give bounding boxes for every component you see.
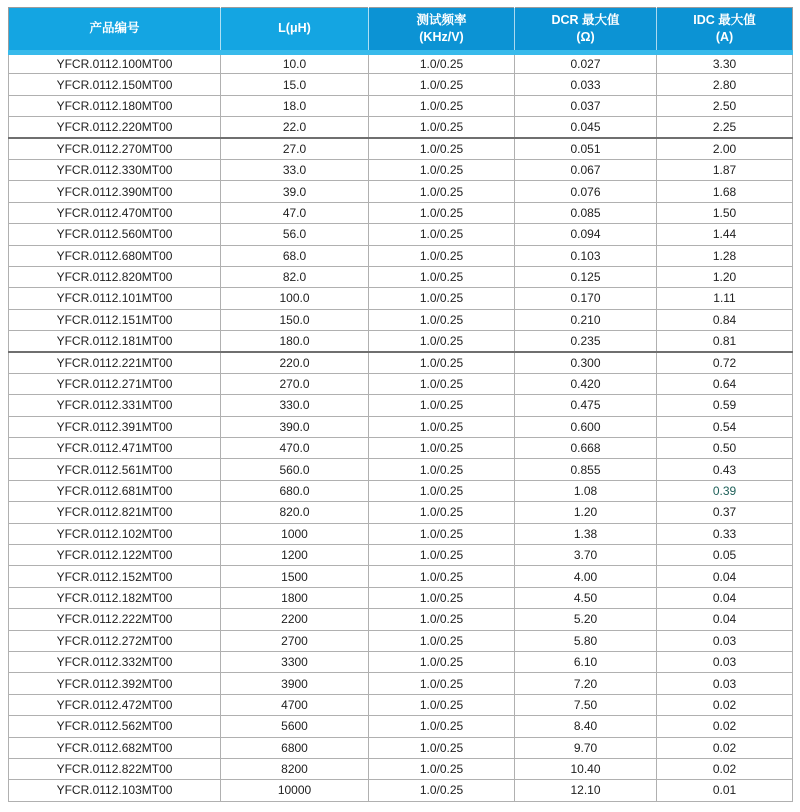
cell-idc-max: 0.03 <box>657 651 793 672</box>
cell-part-number: YFCR.0112.330MT00 <box>9 159 221 180</box>
cell-part-number: YFCR.0112.220MT00 <box>9 117 221 138</box>
cell-inductance: 39.0 <box>221 181 369 202</box>
table-row <box>9 159 793 180</box>
cell-idc-max: 0.33 <box>657 523 793 544</box>
cell-inductance: 560.0 <box>221 459 369 480</box>
cell-dcr-max: 0.420 <box>515 373 657 394</box>
cell-idc-max: 1.20 <box>657 266 793 287</box>
column-header-label: DCR 最大值 <box>551 12 620 27</box>
cell-test-frequency: 1.0/0.25 <box>369 95 515 116</box>
cell-test-frequency: 1.0/0.25 <box>369 117 515 138</box>
table-row <box>9 780 793 801</box>
cell-dcr-max: 7.50 <box>515 694 657 715</box>
column-header-label: L(μH) <box>278 21 311 36</box>
cell-part-number: YFCR.0112.471MT00 <box>9 438 221 459</box>
cell-inductance: 330.0 <box>221 395 369 416</box>
column-header-inductance <box>221 8 369 53</box>
product-spec-table <box>8 7 793 802</box>
cell-part-number: YFCR.0112.222MT00 <box>9 609 221 630</box>
cell-inductance: 10.0 <box>221 53 369 74</box>
cell-test-frequency: 1.0/0.25 <box>369 758 515 779</box>
cell-idc-max: 2.80 <box>657 74 793 95</box>
cell-dcr-max: 4.00 <box>515 566 657 587</box>
cell-idc-max: 0.81 <box>657 331 793 352</box>
cell-inductance: 220.0 <box>221 352 369 373</box>
cell-part-number: YFCR.0112.150MT00 <box>9 74 221 95</box>
cell-test-frequency: 1.0/0.25 <box>369 544 515 565</box>
table-row <box>9 53 793 74</box>
cell-part-number: YFCR.0112.560MT00 <box>9 224 221 245</box>
cell-inductance: 1000 <box>221 523 369 544</box>
column-header-label: 产品编号 <box>89 21 140 36</box>
cell-inductance: 56.0 <box>221 224 369 245</box>
table-row <box>9 459 793 480</box>
cell-part-number: YFCR.0112.151MT00 <box>9 309 221 330</box>
cell-inductance: 4700 <box>221 694 369 715</box>
cell-part-number: YFCR.0112.331MT00 <box>9 395 221 416</box>
cell-part-number: YFCR.0112.100MT00 <box>9 53 221 74</box>
cell-part-number: YFCR.0112.390MT00 <box>9 181 221 202</box>
cell-dcr-max: 0.855 <box>515 459 657 480</box>
cell-inductance: 1800 <box>221 587 369 608</box>
cell-inductance: 3300 <box>221 651 369 672</box>
cell-inductance: 2700 <box>221 630 369 651</box>
cell-idc-max: 0.84 <box>657 309 793 330</box>
column-header-label: 测试频率 <box>416 12 467 27</box>
cell-dcr-max: 0.475 <box>515 395 657 416</box>
cell-test-frequency: 1.0/0.25 <box>369 480 515 501</box>
table-row <box>9 523 793 544</box>
cell-dcr-max: 0.051 <box>515 138 657 159</box>
cell-dcr-max: 1.20 <box>515 502 657 523</box>
cell-idc-max: 0.03 <box>657 673 793 694</box>
cell-inductance: 270.0 <box>221 373 369 394</box>
cell-part-number: YFCR.0112.181MT00 <box>9 331 221 352</box>
cell-part-number: YFCR.0112.272MT00 <box>9 630 221 651</box>
cell-idc-max: 2.25 <box>657 117 793 138</box>
cell-test-frequency: 1.0/0.25 <box>369 630 515 651</box>
table-row <box>9 95 793 116</box>
cell-dcr-max: 0.045 <box>515 117 657 138</box>
table-row <box>9 309 793 330</box>
cell-idc-max: 1.44 <box>657 224 793 245</box>
table-row <box>9 331 793 352</box>
table-row <box>9 716 793 737</box>
cell-dcr-max: 4.50 <box>515 587 657 608</box>
cell-inductance: 33.0 <box>221 159 369 180</box>
cell-test-frequency: 1.0/0.25 <box>369 780 515 801</box>
header-row <box>9 8 793 53</box>
cell-dcr-max: 0.027 <box>515 53 657 74</box>
cell-part-number: YFCR.0112.182MT00 <box>9 587 221 608</box>
cell-idc-max: 0.03 <box>657 630 793 651</box>
cell-inductance: 3900 <box>221 673 369 694</box>
column-header-part-number <box>9 8 221 53</box>
cell-test-frequency: 1.0/0.25 <box>369 74 515 95</box>
table-row <box>9 224 793 245</box>
table-header <box>9 8 793 53</box>
cell-test-frequency: 1.0/0.25 <box>369 416 515 437</box>
table-row <box>9 630 793 651</box>
cell-part-number: YFCR.0112.152MT00 <box>9 566 221 587</box>
cell-dcr-max: 0.094 <box>515 224 657 245</box>
cell-dcr-max: 0.300 <box>515 352 657 373</box>
cell-inductance: 27.0 <box>221 138 369 159</box>
table-row <box>9 758 793 779</box>
column-header-sublabel: (KHz/V) <box>419 30 464 44</box>
cell-test-frequency: 1.0/0.25 <box>369 309 515 330</box>
cell-test-frequency: 1.0/0.25 <box>369 694 515 715</box>
cell-idc-max: 0.04 <box>657 609 793 630</box>
cell-dcr-max: 0.037 <box>515 95 657 116</box>
cell-test-frequency: 1.0/0.25 <box>369 716 515 737</box>
cell-test-frequency: 1.0/0.25 <box>369 138 515 159</box>
cell-part-number: YFCR.0112.180MT00 <box>9 95 221 116</box>
cell-inductance: 15.0 <box>221 74 369 95</box>
table-row <box>9 502 793 523</box>
table-row <box>9 138 793 159</box>
table-row <box>9 74 793 95</box>
cell-idc-max: 0.72 <box>657 352 793 373</box>
cell-inductance: 180.0 <box>221 331 369 352</box>
cell-idc-max: 0.01 <box>657 780 793 801</box>
cell-dcr-max: 0.067 <box>515 159 657 180</box>
cell-idc-max: 1.50 <box>657 202 793 223</box>
cell-inductance: 680.0 <box>221 480 369 501</box>
cell-idc-max: 0.04 <box>657 587 793 608</box>
cell-dcr-max: 1.08 <box>515 480 657 501</box>
cell-inductance: 1500 <box>221 566 369 587</box>
cell-idc-max: 0.39 <box>657 480 793 501</box>
cell-inductance: 6800 <box>221 737 369 758</box>
cell-test-frequency: 1.0/0.25 <box>369 266 515 287</box>
cell-test-frequency: 1.0/0.25 <box>369 352 515 373</box>
column-header-sublabel: (A) <box>715 30 734 44</box>
cell-part-number: YFCR.0112.102MT00 <box>9 523 221 544</box>
cell-idc-max: 0.50 <box>657 438 793 459</box>
cell-test-frequency: 1.0/0.25 <box>369 159 515 180</box>
table-row <box>9 544 793 565</box>
cell-inductance: 8200 <box>221 758 369 779</box>
cell-dcr-max: 0.210 <box>515 309 657 330</box>
cell-inductance: 22.0 <box>221 117 369 138</box>
cell-part-number: YFCR.0112.681MT00 <box>9 480 221 501</box>
table-row <box>9 694 793 715</box>
cell-idc-max: 1.87 <box>657 159 793 180</box>
cell-dcr-max: 0.103 <box>515 245 657 266</box>
table-body <box>9 53 793 802</box>
table-row <box>9 416 793 437</box>
cell-test-frequency: 1.0/0.25 <box>369 737 515 758</box>
cell-dcr-max: 8.40 <box>515 716 657 737</box>
cell-dcr-max: 0.076 <box>515 181 657 202</box>
cell-dcr-max: 0.125 <box>515 266 657 287</box>
cell-dcr-max: 7.20 <box>515 673 657 694</box>
cell-test-frequency: 1.0/0.25 <box>369 202 515 223</box>
cell-test-frequency: 1.0/0.25 <box>369 181 515 202</box>
table-row <box>9 266 793 287</box>
cell-dcr-max: 12.10 <box>515 780 657 801</box>
cell-test-frequency: 1.0/0.25 <box>369 245 515 266</box>
cell-idc-max: 1.68 <box>657 181 793 202</box>
cell-idc-max: 0.64 <box>657 373 793 394</box>
cell-part-number: YFCR.0112.820MT00 <box>9 266 221 287</box>
cell-part-number: YFCR.0112.101MT00 <box>9 288 221 309</box>
cell-part-number: YFCR.0112.122MT00 <box>9 544 221 565</box>
cell-dcr-max: 5.20 <box>515 609 657 630</box>
cell-inductance: 1200 <box>221 544 369 565</box>
cell-part-number: YFCR.0112.392MT00 <box>9 673 221 694</box>
cell-test-frequency: 1.0/0.25 <box>369 373 515 394</box>
cell-idc-max: 0.59 <box>657 395 793 416</box>
table-row <box>9 202 793 223</box>
cell-part-number: YFCR.0112.271MT00 <box>9 373 221 394</box>
cell-inductance: 820.0 <box>221 502 369 523</box>
cell-part-number: YFCR.0112.682MT00 <box>9 737 221 758</box>
cell-idc-max: 0.02 <box>657 758 793 779</box>
cell-idc-max: 0.04 <box>657 566 793 587</box>
cell-dcr-max: 0.235 <box>515 331 657 352</box>
cell-inductance: 150.0 <box>221 309 369 330</box>
cell-inductance: 5600 <box>221 716 369 737</box>
cell-part-number: YFCR.0112.561MT00 <box>9 459 221 480</box>
cell-dcr-max: 0.600 <box>515 416 657 437</box>
cell-part-number: YFCR.0112.821MT00 <box>9 502 221 523</box>
cell-part-number: YFCR.0112.221MT00 <box>9 352 221 373</box>
table-row <box>9 673 793 694</box>
cell-inductance: 470.0 <box>221 438 369 459</box>
cell-idc-max: 0.02 <box>657 737 793 758</box>
cell-inductance: 47.0 <box>221 202 369 223</box>
cell-inductance: 18.0 <box>221 95 369 116</box>
cell-part-number: YFCR.0112.822MT00 <box>9 758 221 779</box>
cell-dcr-max: 0.033 <box>515 74 657 95</box>
cell-idc-max: 2.50 <box>657 95 793 116</box>
table-row <box>9 245 793 266</box>
cell-part-number: YFCR.0112.332MT00 <box>9 651 221 672</box>
cell-test-frequency: 1.0/0.25 <box>369 438 515 459</box>
cell-dcr-max: 0.668 <box>515 438 657 459</box>
cell-dcr-max: 10.40 <box>515 758 657 779</box>
cell-test-frequency: 1.0/0.25 <box>369 331 515 352</box>
table-row <box>9 651 793 672</box>
cell-part-number: YFCR.0112.270MT00 <box>9 138 221 159</box>
table-row <box>9 566 793 587</box>
cell-idc-max: 1.28 <box>657 245 793 266</box>
cell-test-frequency: 1.0/0.25 <box>369 523 515 544</box>
table-row <box>9 609 793 630</box>
cell-idc-max: 0.37 <box>657 502 793 523</box>
cell-part-number: YFCR.0112.562MT00 <box>9 716 221 737</box>
cell-idc-max: 3.30 <box>657 53 793 74</box>
cell-idc-max: 0.54 <box>657 416 793 437</box>
cell-inductance: 390.0 <box>221 416 369 437</box>
cell-idc-max: 0.05 <box>657 544 793 565</box>
cell-test-frequency: 1.0/0.25 <box>369 609 515 630</box>
cell-dcr-max: 3.70 <box>515 544 657 565</box>
cell-test-frequency: 1.0/0.25 <box>369 224 515 245</box>
table-row <box>9 480 793 501</box>
cell-part-number: YFCR.0112.103MT00 <box>9 780 221 801</box>
cell-test-frequency: 1.0/0.25 <box>369 288 515 309</box>
cell-idc-max: 0.43 <box>657 459 793 480</box>
cell-test-frequency: 1.0/0.25 <box>369 566 515 587</box>
cell-part-number: YFCR.0112.391MT00 <box>9 416 221 437</box>
table-row <box>9 395 793 416</box>
table-row <box>9 352 793 373</box>
column-header-dcr-max <box>515 8 657 53</box>
cell-inductance: 82.0 <box>221 266 369 287</box>
cell-idc-max: 2.00 <box>657 138 793 159</box>
cell-test-frequency: 1.0/0.25 <box>369 53 515 74</box>
cell-test-frequency: 1.0/0.25 <box>369 502 515 523</box>
cell-dcr-max: 1.38 <box>515 523 657 544</box>
column-header-sublabel: (Ω) <box>576 30 595 44</box>
cell-test-frequency: 1.0/0.25 <box>369 587 515 608</box>
cell-inductance: 2200 <box>221 609 369 630</box>
table-row <box>9 438 793 459</box>
cell-dcr-max: 6.10 <box>515 651 657 672</box>
cell-dcr-max: 5.80 <box>515 630 657 651</box>
cell-idc-max: 1.11 <box>657 288 793 309</box>
cell-part-number: YFCR.0112.470MT00 <box>9 202 221 223</box>
table-row <box>9 373 793 394</box>
cell-idc-max: 0.02 <box>657 716 793 737</box>
column-header-idc-max <box>657 8 793 53</box>
table-row <box>9 117 793 138</box>
cell-dcr-max: 9.70 <box>515 737 657 758</box>
cell-inductance: 68.0 <box>221 245 369 266</box>
column-header-test-frequency <box>369 8 515 53</box>
cell-test-frequency: 1.0/0.25 <box>369 459 515 480</box>
table-row <box>9 737 793 758</box>
cell-inductance: 100.0 <box>221 288 369 309</box>
table-row <box>9 181 793 202</box>
cell-test-frequency: 1.0/0.25 <box>369 395 515 416</box>
cell-part-number: YFCR.0112.680MT00 <box>9 245 221 266</box>
cell-idc-max: 0.02 <box>657 694 793 715</box>
cell-part-number: YFCR.0112.472MT00 <box>9 694 221 715</box>
cell-dcr-max: 0.170 <box>515 288 657 309</box>
table-row <box>9 587 793 608</box>
cell-dcr-max: 0.085 <box>515 202 657 223</box>
table-row <box>9 288 793 309</box>
cell-inductance: 10000 <box>221 780 369 801</box>
cell-test-frequency: 1.0/0.25 <box>369 673 515 694</box>
cell-test-frequency: 1.0/0.25 <box>369 651 515 672</box>
column-header-label: IDC 最大值 <box>693 12 756 27</box>
